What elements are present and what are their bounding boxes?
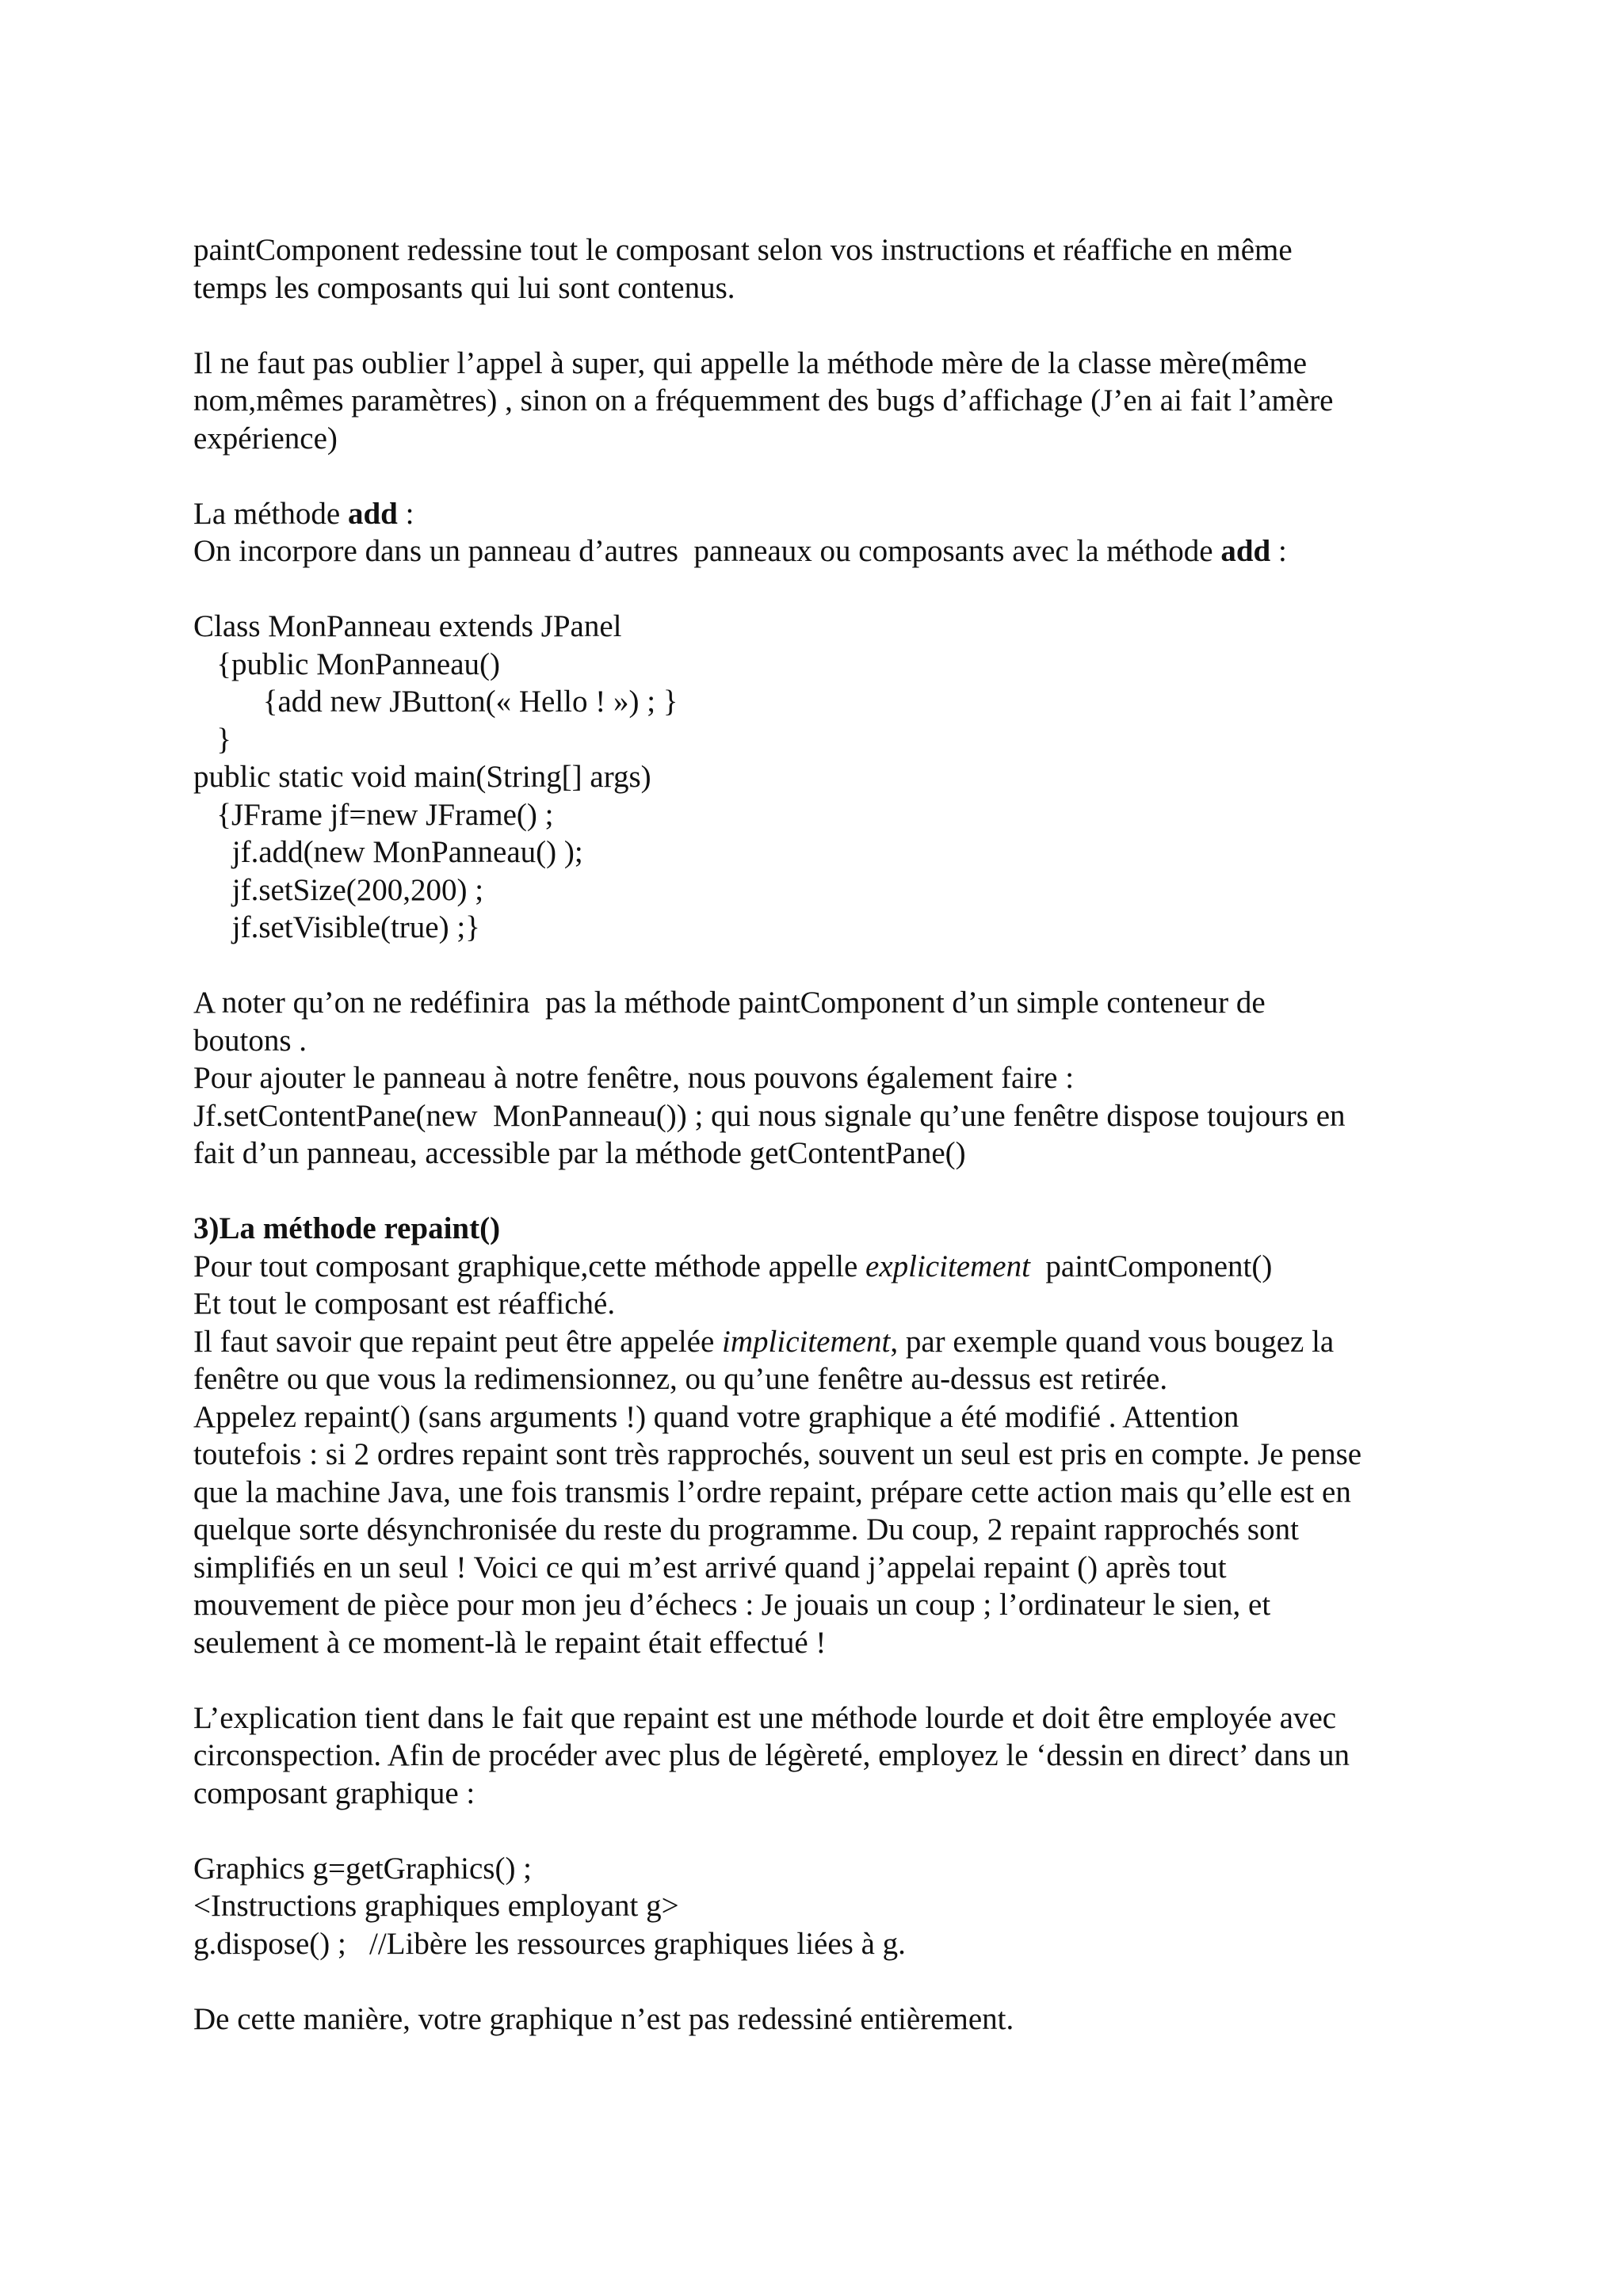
code-line: jf.setSize(200,200) ;	[193, 872, 484, 907]
paragraph-super-call	[193, 345, 1445, 458]
blank-line	[193, 457, 1445, 495]
text-line	[193, 1248, 1445, 1286]
text-line: Et tout le composant est réaffiché.	[193, 1287, 616, 1321]
repaint-section	[193, 1210, 1445, 1661]
blank-line	[193, 307, 1445, 345]
code-line: {add new JButton(« Hello ! ») ; }	[193, 685, 678, 719]
text-line: Jf.setContentPane(new MonPanneau()) ; qui nous signale qu’une fenêtre dispose toujours en	[193, 1098, 1346, 1133]
italic-word: implicitement	[722, 1324, 891, 1359]
text-run: , par exemple quand vous bougez la	[890, 1324, 1335, 1359]
text-line: expérience)	[193, 421, 338, 456]
text-run: Pour tout composant graphique,cette méthode appelle	[193, 1249, 866, 1283]
text-line: composant graphique :	[193, 1775, 475, 1810]
text-line	[193, 532, 1445, 570]
code-line: Graphics g=getGraphics() ;	[193, 1851, 533, 1886]
section-heading	[193, 1210, 1445, 1248]
document-page	[193, 231, 1445, 2038]
paragraph-explication	[193, 1699, 1445, 1813]
text-line: toutefois : si 2 ordres repaint sont très rapprochés, souvent un seul est pris en compte. Je pense	[193, 1437, 1362, 1471]
paragraph-paintcomponent	[193, 231, 1445, 307]
text-line: boutons .	[193, 1023, 307, 1058]
code-block-graphics	[193, 1850, 1445, 1963]
bold-keyword: add	[1220, 534, 1271, 568]
text-run: La méthode	[193, 496, 348, 531]
code-line: jf.setVisible(true) ;}	[193, 910, 480, 944]
text-line: paintComponent redessine tout le composant selon vos instructions et réaffiche en même	[193, 233, 1293, 267]
code-line: Class MonPanneau extends JPanel	[193, 609, 622, 643]
add-method-heading	[193, 495, 1445, 533]
bold-keyword: add	[347, 496, 398, 531]
italic-word: explicitement	[865, 1249, 1030, 1283]
text-run: :	[397, 496, 414, 531]
blank-line	[193, 1173, 1445, 1211]
code-line: <Instructions graphiques employant g>	[193, 1889, 679, 1923]
text-line: Pour ajouter le panneau à notre fenêtre, nous pouvons également faire :	[193, 1061, 1075, 1095]
code-line: jf.add(new MonPanneau() );	[193, 835, 583, 869]
text-line: quelque sorte désynchronisée du reste du programme. Du coup, 2 repaint rapprochés sont	[193, 1512, 1299, 1547]
text-line	[193, 1323, 1445, 1361]
text-line: fenêtre ou que vous la redimensionnez, ou qu’une fenêtre au-dessus est retirée.	[193, 1362, 1168, 1396]
text-run: Il faut savoir que repaint peut être appelée	[193, 1324, 723, 1359]
section-title: 3)La méthode repaint()	[193, 1211, 501, 1245]
code-block-monpanneau	[193, 608, 1445, 947]
blank-line	[193, 570, 1445, 608]
text-line: mouvement de pièce pour mon jeu d’échecs : Je jouais un coup ; l’ordinateur le sien, et	[193, 1588, 1271, 1622]
text-line: seulement à ce moment-là le repaint était effectué !	[193, 1625, 827, 1660]
code-line: {public MonPanneau()	[193, 646, 500, 681]
text-run: paintComponent()	[1029, 1249, 1273, 1283]
blank-line	[193, 947, 1445, 985]
blank-line	[193, 1812, 1445, 1850]
text-line: Appelez repaint() (sans arguments !) quand votre graphique a été modifié . Attention	[193, 1399, 1239, 1434]
text-line: simplifiés en un seul ! Voici ce qui m’est arrivé quand j’appelai repaint () après tout	[193, 1550, 1227, 1585]
code-line: public static void main(String[] args)	[193, 760, 651, 794]
text-line: A noter qu’on ne redéfinira pas la méthode paintComponent d’un simple conteneur de	[193, 986, 1266, 1020]
text-line: fait d’un panneau, accessible par la méthode getContentPane()	[193, 1136, 966, 1170]
blank-line	[193, 1661, 1445, 1699]
text-run: :	[1270, 534, 1287, 568]
closing-paragraph: De cette manière, votre graphique n’est pas redessiné entièrement.	[193, 2001, 1014, 2036]
paragraph-content-pane	[193, 984, 1445, 1173]
text-line: que la machine Java, une fois transmis l’ordre repaint, prépare cette action mais qu’elle est en	[193, 1474, 1351, 1509]
text-line: circonspection. Afin de procéder avec plus de légèreté, employez le ‘dessin en direct’ dans un	[193, 1738, 1350, 1772]
code-line: g.dispose() ; //Libère les ressources graphiques liées à g.	[193, 1926, 906, 1961]
code-line: }	[193, 722, 231, 757]
add-method-section	[193, 495, 1445, 570]
blank-line	[193, 1962, 1445, 2000]
text-line: L’explication tient dans le fait que repaint est une méthode lourde et doit être employée avec	[193, 1700, 1337, 1735]
code-line: {JFrame jf=new JFrame() ;	[193, 797, 554, 832]
text-run: On incorpore dans un panneau d’autres panneaux ou composants avec la méthode	[193, 534, 1221, 568]
text-line: nom,mêmes paramètres) , sinon on a fréquemment des bugs d’affichage (J’en ai fait l’amère	[193, 383, 1334, 418]
text-line: Il ne faut pas oublier l’appel à super, qui appelle la méthode mère de la classe mère(même	[193, 345, 1308, 380]
text-line: temps les composants qui lui sont contenus.	[193, 270, 735, 305]
